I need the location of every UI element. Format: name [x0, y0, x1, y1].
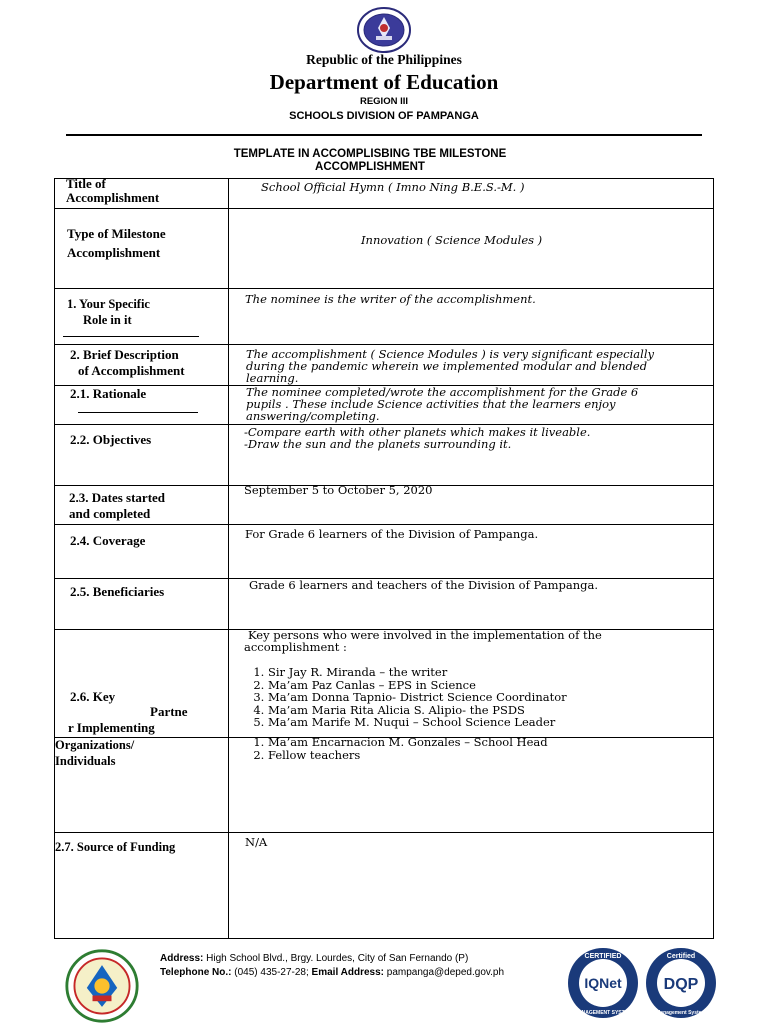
list-item: 2. Ma’am Paz Canlas – EPS in Science — [268, 679, 567, 692]
template-title-line2: ACCOMPLISHMENT — [315, 161, 425, 173]
beneficiaries-value: Grade 6 learners and teachers of the Division of Pampanga. — [249, 578, 598, 592]
table-border-bottom — [54, 938, 714, 939]
rationale-underline — [78, 412, 198, 413]
list-item: 3. Ma’am Donna Tapnio- District Science Coordinator — [268, 691, 567, 704]
svg-text:Certified: Certified — [666, 953, 696, 960]
header-divider — [66, 134, 702, 136]
list-item: 1. Sir Jay R. Miranda – the writer — [268, 666, 567, 679]
list-item: 4. Ma’am Maria Rita Alicia S. Alipio- the PSDS — [268, 704, 567, 717]
dates-value: September 5 to October 5, 2020 — [244, 483, 433, 497]
key-persons-list — [244, 666, 567, 729]
objectives-value: -Compare earth with other planets which makes it liveable. -Draw the sun and the planets surrounding it. — [244, 425, 591, 451]
template-title — [190, 148, 550, 174]
footer-address: Address: High School Blvd., Brgy. Lourdes, City of San Fernando (P) — [160, 953, 469, 964]
region-heading: REGION III — [359, 96, 409, 107]
partners-label-line3: r Implementing — [68, 720, 155, 735]
coverage-value: For Grade 6 learners of the Division of Pampanga. — [245, 527, 539, 541]
dates-label: 2.3. Dates started and completed — [69, 490, 166, 521]
beneficiaries-label: 2.5. Beneficiaries — [70, 584, 165, 599]
list-item: 2. Fellow teachers — [268, 749, 548, 762]
svg-text:Management System: Management System — [656, 1010, 706, 1016]
deped-division-logo-icon — [62, 948, 142, 1024]
title-label: Title of Accomplishment — [66, 176, 160, 205]
partners-label-line1: 2.6. Key — [70, 689, 116, 704]
svg-text:CERTIFIED: CERTIFIED — [584, 953, 622, 960]
table-border-right — [713, 178, 714, 939]
deped-seal-icon — [354, 6, 414, 54]
table-row-divider — [54, 524, 714, 525]
table-row-divider — [54, 208, 714, 209]
organizations-list — [244, 736, 548, 761]
role-label: 1. Your Specific Role in it — [67, 297, 150, 327]
coverage-label: 2.4. Coverage — [70, 533, 146, 548]
table-row-divider — [54, 344, 714, 345]
footer-contact: Telephone No.: (045) 435-27-28; Email Address: pampanga@deped.gov.ph — [160, 967, 505, 978]
role-underline — [63, 336, 199, 337]
republic-heading: Republic of the Philippines — [306, 52, 462, 67]
brief-label: 2. Brief Description of Accomplishment — [70, 347, 185, 378]
table-row-divider — [54, 288, 714, 289]
title-value: School Official Hymn ( Imno Ning B.E.S.-M. ) — [261, 180, 525, 194]
division-heading: SCHOOLS DIVISION OF PAMPANGA — [289, 110, 479, 122]
svg-text:IQNet: IQNet — [584, 975, 622, 991]
type-label: Type of Milestone Accomplishment — [67, 226, 166, 260]
table-border-left — [54, 178, 55, 939]
partners-label-line5: Individuals — [55, 754, 116, 768]
partners-intro: Key persons who were involved in the implementation of the accomplishment : — [244, 628, 602, 654]
brief-value: The accomplishment ( Science Modules ) is very significant especially during the pandemic wherein we implemented modular and blended learning. — [246, 347, 654, 385]
objectives-label: 2.2. Objectives — [70, 432, 152, 447]
funding-label: 2.7. Source of Funding — [55, 840, 176, 854]
svg-text:DQP: DQP — [663, 976, 699, 993]
iqnet-certified-logo-icon — [566, 946, 640, 1020]
table-row-divider — [54, 832, 714, 833]
rationale-value: The nominee completed/wrote the accomplishment for the Grade 6 pupils . These include Science activities that the learners enjoy answering/completing. — [246, 385, 639, 423]
role-value: The nominee is the writer of the accomplishment. — [245, 292, 536, 306]
svg-text:MANAGEMENT SYSTEM: MANAGEMENT SYSTEM — [573, 1010, 633, 1016]
rationale-label: 2.1. Rationale — [70, 386, 147, 401]
partners-label-line2: Partne — [150, 704, 188, 719]
list-item: 5. Ma’am Marife M. Nuqui – School Science Leader — [268, 716, 567, 729]
funding-value: N/A — [245, 835, 268, 849]
table-column-divider — [228, 178, 229, 939]
partners-label-line4: Organizations/ — [55, 738, 135, 752]
type-value: Innovation ( Science Modules ) — [361, 233, 543, 247]
department-heading: Department of Education — [269, 70, 499, 94]
dqp-certified-logo-icon — [644, 946, 718, 1020]
list-item: 1. Ma’am Encarnacion M. Gonzales – School Head — [268, 736, 548, 749]
template-title-line1: TEMPLATE IN ACCOMPLISBING TBE MILESTONE — [233, 148, 507, 160]
